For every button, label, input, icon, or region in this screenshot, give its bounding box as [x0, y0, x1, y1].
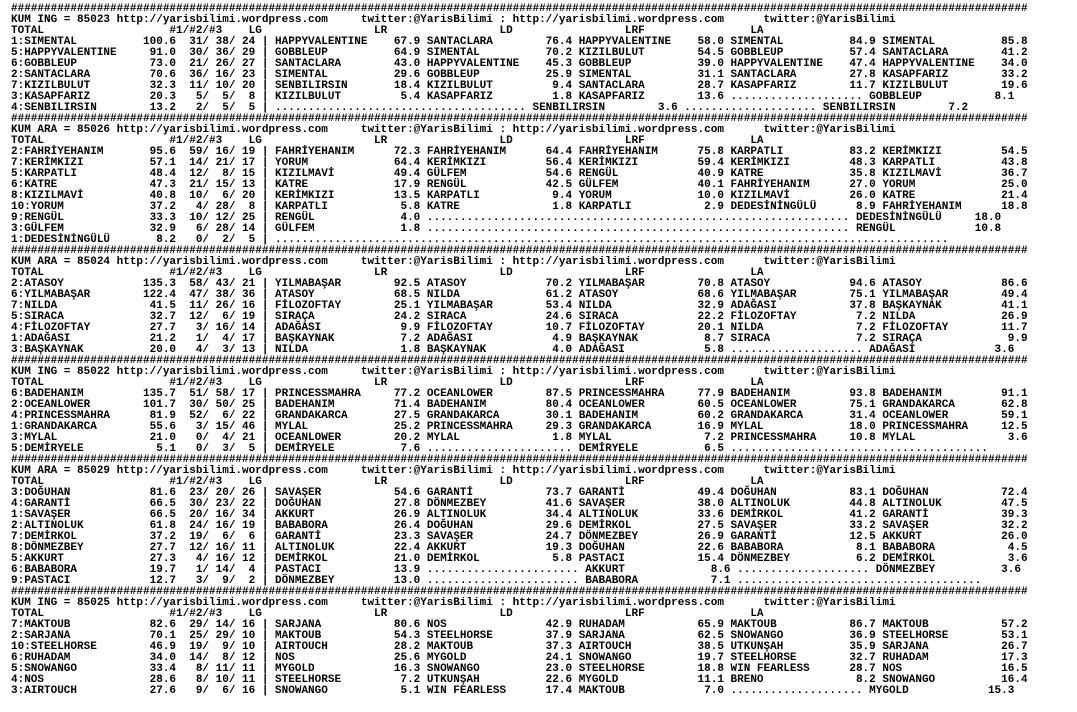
table-row: 4:FİLOZOFTAY 27.7 3/ 16/ 14 | ADAĞASI 9.9 FİLOZOFTAY 10.7 FİLOZOFTAY 20.1 NILDA 7.2 FİLOZOFTAY 11.7: [11, 322, 1028, 334]
race-header: KUM ING = 85025 http://yarisbilimi.wordpress.com twitter:@YarisBilimi : http://yarisbilimi.wordpress.com twitter:@YarisBilimi: [11, 597, 896, 609]
race-header: KUM ARA = 85024 http://yarisbilimi.wordpress.com twitter:@YarisBilimi : http://yarisbilimi.wordpress.com twitter:@YarisBilimi: [11, 256, 896, 268]
table-row: 1:SIMENTAL 100.6 31/ 38/ 24 | HAPPYVALENTINE 67.9 SANTACLARA 76.4 HAPPYVALENTINE 58.0 SIMENTAL 84.9 SIMENTAL 85.8: [11, 36, 1028, 48]
section-separator: ##########################################################################################################################################################: [11, 355, 1028, 367]
race-header: KUM ARA = 85029 http://yarisbilimi.wordpress.com twitter:@YarisBilimi : http://yarisbilimi.wordpress.com twitter:@YarisBilimi: [11, 465, 896, 477]
table-row: 8:DÖNMEZBEY 27.7 12/ 16/ 11 | ALTINOLUK 22.4 AKKURT 19.3 DOĞUHAN 22.6 BABABORA 8.1 BABABORA 4.5: [11, 542, 1028, 554]
table-row: 7:NILDA 41.5 11/ 26/ 16 | FİLOZOFTAY 25.1 YILMABAŞAR 53.4 NILDA 32.9 ADAĞASI 37.8 BAŞKAYNAK 41.1: [11, 300, 1028, 312]
table-row: 2:OCEANLOWER 101.7 30/ 50/ 25 | BADEHANIM 71.4 BADEHANIM 80.4 OCEANLOWER 60.5 OCEANLOWER 75.1 GRANDAKARCA 62.8: [11, 399, 1028, 411]
table-row: 6:BADEHANIM 135.7 51/ 58/ 17 | PRINCESSMAHRA 77.2 OCEANLOWER 87.5 PRINCESSMAHRA 77.9 BADEHANIM 93.8 BADEHANIM 91.1: [11, 388, 1028, 400]
column-header: TOTAL #1/#2/#3 LG LR LD LRF LA: [11, 135, 764, 147]
table-row: 7:KERİMKIZI 57.1 14/ 21/ 17 | YORUM 64.4 KERİMKIZI 56.4 KERİMKIZI 59.4 KERİMKIZI 48.3 KARPATLI 43.8: [11, 157, 1028, 169]
section-separator: ##########################################################################################################################################################: [11, 586, 1028, 598]
section-separator: ##########################################################################################################################################################: [11, 245, 1028, 257]
table-row: 6:RUHADAM 34.0 14/ 8/ 12 | NOS 25.6 MYGOLD 24.1 SNOWANGO 19.7 STEELHORSE 32.7 RUHADAM 17.3: [11, 652, 1028, 664]
table-row: 9:RENGÜL 33.3 10/ 12/ 25 | RENGÜL 4.0 ................................................................ DEDESİNİNGÜLÜ 18.0: [11, 212, 1002, 224]
column-header: TOTAL #1/#2/#3 LG LR LD LRF LA: [11, 25, 764, 37]
table-row: 4:SENBILIRSIN 13.2 2/ 5/ 5 | ...................................... SENBILIRSIN 3.6 .................... SENBILIRSIN 7.2: [11, 102, 969, 114]
table-row: 7:KIZILBULUT 32.3 11/ 10/ 20 | SENBILIRSIN 18.4 KIZILBULUT 9.4 SANTACLARA 28.7 KASAPFARIZ 11.7 KIZILBULUT 19.6: [11, 80, 1028, 92]
table-row: 2:ATASOY 135.3 58/ 43/ 21 | YILMABAŞAR 92.5 ATASOY 70.2 YILMABAŞAR 70.8 ATASOY 94.6 ATASOY 86.6: [11, 278, 1028, 290]
table-row: 1:DEDESİNİNGÜLÜ 8.2 0/ 2/ 5 | ......................................................................................................: [11, 234, 949, 246]
table-row: 5:DEMİRYELE 5.1 0/ 3/ 5 | DEMİRYELE 7.6 ...................... DEMİRYELE 6.5 .......................................: [11, 443, 988, 455]
race-header: KUM ING = 85023 http://yarisbilimi.wordpress.com twitter:@YarisBilimi : http://yarisbilimi.wordpress.com twitter:@YarisBilimi: [11, 14, 896, 26]
table-row: 2:SANTACLARA 70.6 36/ 16/ 23 | SIMENTAL 29.6 GOBBLEUP 25.9 SIMENTAL 31.1 SANTACLARA 27.8 KASAPFARIZ 33.2: [11, 69, 1028, 81]
section-separator: ##########################################################################################################################################################: [11, 454, 1028, 466]
table-row: 7:DEMİRKOL 37.2 19/ 6/ 6 | GARANTİ 23.3 SAVAŞER 24.7 DÖNMEZBEY 26.9 GARANTİ 12.5 AKKURT 26.0: [11, 531, 1028, 543]
table-row: 2:FAHRİYEHANIM 95.6 59/ 16/ 19 | FAHRİYEHANIM 72.3 FAHRİYEHANIM 64.4 FAHRİYEHANIM 75.8 KARPATLI 83.2 KERİMKIZI 54.5: [11, 146, 1028, 158]
column-header: TOTAL #1/#2/#3 LG LR LD LRF LA: [11, 377, 764, 389]
table-row: 4:PRINCESSMAHRA 81.9 52/ 6/ 22 | GRANDAKARCA 27.5 GRANDAKARCA 30.1 BADEHANIM 60.2 GRANDAKARCA 31.4 OCEANLOWER 59.1: [11, 410, 1028, 422]
table-row: 3:BAŞKAYNAK 20.0 4/ 3/ 13 | NILDA 1.8 BAŞKAYNAK 4.0 ADAĞASI 5.8 .................... ADAĞASI 3.6: [11, 344, 1015, 356]
section-separator: ##########################################################################################################################################################: [11, 113, 1028, 125]
table-row: 2:ALTINOLUK 61.8 24/ 16/ 19 | BABABORA 26.4 DOĞUHAN 29.6 DEMİRKOL 27.5 SAVAŞER 33.2 SAVAŞER 32.2: [11, 520, 1028, 532]
table-row: 6:BABABORA 19.7 1/ 14/ 4 | PASTACI 13.9 ....................... AKKURT 8.6 .................... DÖNMEZBEY 3.6: [11, 564, 1021, 576]
table-row: 10:YORUM 37.2 4/ 28/ 8 | KARPATLI 5.8 KATRE 1.8 KARPATLI 2.9 DEDESİNİNGÜLÜ 8.9 FAHRİYEHANIM 18.8: [11, 201, 1028, 213]
table-row: 4:NOS 28.6 8/ 10/ 11 | STEELHORSE 7.2 UTKUNŞAH 22.6 MYGOLD 11.1 BRENO 8.2 SNOWANGO 16.4: [11, 674, 1028, 686]
table-row: 7:MAKTOUB 82.6 29/ 14/ 16 | SARJANA 80.6 NOS 42.9 RUHADAM 65.9 MAKTOUB 86.7 MAKTOUB 57.2: [11, 619, 1028, 631]
table-row: 10:STEELHORSE 46.9 19/ 9/ 10 | AIRTOUCH 28.2 MAKTOUB 37.3 AIRTOUCH 38.5 UTKUNŞAH 35.9 SARJANA 26.7: [11, 641, 1028, 653]
table-row: 9:PASTACI 12.7 3/ 9/ 2 | DÖNMEZBEY 13.0 ....................... BABABORA 7.1 .....................................: [11, 575, 982, 587]
table-row: 3:DOĞUHAN 81.6 23/ 20/ 26 | SAVAŞER 54.6 GARANTİ 73.7 GARANTİ 49.4 DOĞUHAN 83.1 DOĞUHAN 72.4: [11, 487, 1028, 499]
column-header: TOTAL #1/#2/#3 LG LR LD LRF LA: [11, 476, 764, 488]
race-header: KUM ING = 85022 http://yarisbilimi.wordpress.com twitter:@YarisBilimi : http://yarisbilimi.wordpress.com twitter:@YarisBilimi: [11, 366, 896, 378]
table-row: 8:KIZILMAVİ 40.8 10/ 6/ 20 | KERİMKIZI 13.5 KARPATLI 9.4 YORUM 10.0 KIZILMAVİ 26.0 KATRE 21.4: [11, 190, 1028, 202]
table-row: 2:SARJANA 70.1 25/ 29/ 10 | MAKTOUB 54.3 STEELHORSE 37.9 SARJANA 62.5 SNOWANGO 36.9 STEELHORSE 53.1: [11, 630, 1028, 642]
table-row: 5:SIRACA 32.7 12/ 6/ 19 | SIRAÇA 24.2 SIRACA 24.6 SIRACA 22.2 FİLOZOFTAY 7.2 NILDA 26.9: [11, 311, 1028, 323]
table-row: 3:KASAPFARIZ 20.3 5/ 5/ 8 | KIZILBULUT 5.4 KASAPFARIZ 1.8 KASAPFARIZ 13.6 .................... GOBBLEUP 8.1: [11, 91, 1015, 103]
table-row: 5:AKKURT 27.3 4/ 16/ 12 | DEMİRKOL 21.0 DEMİRKOL 5.8 PASTACI 15.4 DÖNMEZBEY 6.2 DEMİRKOL 3.6: [11, 553, 1028, 565]
table-row: 6:GOBBLEUP 73.0 21/ 26/ 27 | SANTACLARA 43.0 HAPPYVALENTINE 45.3 GOBBLEUP 39.0 HAPPYVALENTINE 47.4 HAPPYVALENTINE 34.0: [11, 58, 1028, 70]
table-row: 4:GARANTİ 66.5 30/ 23/ 22 | DOĞUHAN 27.8 DÖNMEZBEY 41.6 SAVAŞER 38.0 ALTINOLUK 44.8 ALTINOLUK 47.5: [11, 498, 1028, 510]
column-header: TOTAL #1/#2/#3 LG LR LD LRF LA: [11, 608, 764, 620]
table-row: 3:AIRTOUCH 27.6 9/ 6/ 16 | SNOWANGO 5.1 WIN FEARLESS 17.4 MAKTOUB 7.0 .................... MYGOLD 15.3: [11, 685, 1015, 697]
column-header: TOTAL #1/#2/#3 LG LR LD LRF LA: [11, 267, 764, 279]
section-separator: ##########################################################################################################################################################: [11, 3, 1028, 15]
table-row: 3:GÜLFEM 32.9 6/ 28/ 14 | GÜLFEM 1.8 ................................................................ RENGÜL 10.8: [11, 223, 1002, 235]
table-row: 5:HAPPYVALENTINE 91.0 30/ 36/ 29 | GOBBLEUP 64.9 SIMENTAL 70.2 KIZILBULUT 54.5 GOBBLEUP 57.4 SANTACLARA 41.2: [11, 47, 1028, 59]
table-row: 6:KATRE 47.3 21/ 15/ 13 | KATRE 17.9 RENGÜL 42.5 GÜLFEM 40.1 FAHRİYEHANIM 27.0 YORUM 25.0: [11, 179, 1028, 191]
table-row: 1:SAVAŞER 66.5 20/ 16/ 34 | AKKURT 26.9 ALTINOLUK 34.4 ALTINOLUK 33.6 DEMİRKOL 41.2 GARANTİ 39.3: [11, 509, 1028, 521]
table-row: 5:KARPATLI 48.4 12/ 8/ 15 | KIZILMAVİ 49.4 GÜLFEM 54.6 RENGÜL 40.9 KATRE 35.8 KIZILMAVİ 36.7: [11, 168, 1028, 180]
table-row: 1:GRANDAKARCA 55.6 3/ 15/ 46 | MYLAL 25.2 PRINCESSMAHRA 29.3 GRANDAKARCA 16.9 MYLAL 18.0 PRINCESSMAHRA 12.5: [11, 421, 1028, 433]
race-statistics-document: [11, 4, 1028, 697]
table-row: 1:ADAĞASI 21.2 1/ 4/ 17 | BAŞKAYNAK 7.2 ADAĞASI 4.9 BAŞKAYNAK 8.7 SIRACA 7.2 SIRAÇA 9.9: [11, 333, 1028, 345]
table-row: 6:YILMABAŞAR 122.4 47/ 38/ 36 | ATASOY 68.5 NILDA 61.2 ATASOY 68.6 YILMABAŞAR 75.1 YILMABAŞAR 49.4: [11, 289, 1028, 301]
table-row: 3:MYLAL 21.0 0/ 4/ 21 | OCEANLOWER 20.2 MYLAL 1.8 MYLAL 7.2 PRINCESSMAHRA 10.8 MYLAL 3.6: [11, 432, 1028, 444]
table-row: 5:SNOWANGO 33.4 8/ 11/ 11 | MYGOLD 16.3 SNOWANGO 23.0 STEELHORSE 18.8 WIN FEARLESS 28.7 NOS 16.5: [11, 663, 1028, 675]
race-header: KUM ARA = 85026 http://yarisbilimi.wordpress.com twitter:@YarisBilimi : http://yarisbilimi.wordpress.com twitter:@YarisBilimi: [11, 124, 896, 136]
